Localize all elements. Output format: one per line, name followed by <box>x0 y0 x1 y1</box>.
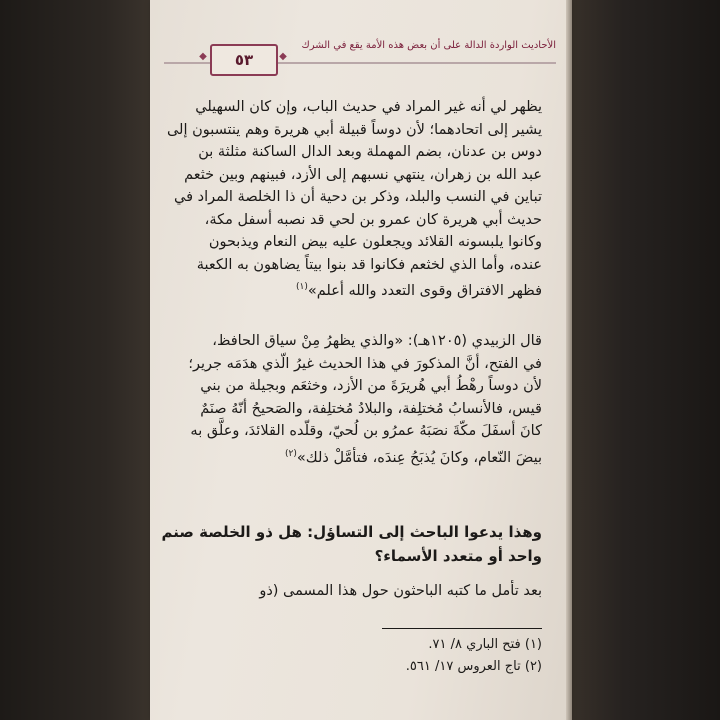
ornament-icon: ◆ <box>279 51 287 62</box>
text-line-content: فظهر الافتراق وقوى التعدد والله أعلم» <box>307 282 542 299</box>
text-line: حديث أبي هريرة كان عمرو بن لحي قد نصبه أسفل مكة، <box>204 211 542 228</box>
footnote-1 <box>300 634 542 656</box>
text-line: عنده، وأما الذي لخثعم فكانوا قد بنوا بيتاً يضاهون به الكعبة <box>196 256 542 273</box>
paragraph-1 <box>166 96 542 302</box>
footnote-2 <box>300 656 542 678</box>
book-page <box>150 0 568 720</box>
text-line <box>172 276 542 302</box>
header-title: الأحاديث الواردة الدالة على أن بعض هذه الأمة يقع في الشرك <box>301 40 556 51</box>
book-background-right <box>560 0 720 720</box>
text-line: بعد تأمل ما كتبه الباحثون حول هذا المسمى (ذو <box>259 583 542 599</box>
text-line: دوس بن عدنان، بضم المهملة وبعد الدال الساكنة مثلثة بن <box>198 144 542 160</box>
page-number: ٥٣ <box>210 44 278 76</box>
text-line: يظهر لي أنه غير المراد في حديث الباب، وإن كان السهيلي <box>195 99 542 115</box>
footnote-rule <box>382 628 542 629</box>
text-line: وكانوا يلبسونه القلائد ويجعلون عليه بيض النعام ويذبحون <box>208 234 542 250</box>
text-line: وهذا يدعوا الباحث إلى التساؤل: هل ذو الخلصة صنم <box>161 523 542 541</box>
text-line <box>172 443 542 469</box>
text-line: في الفتح، أنَّ المذكورَ في هذا الحديث غيرُ الّذي هدَمَه جرير؛ <box>188 355 542 372</box>
text-line: تباين في النسب والبلد، وذكر بن دحية أن ذا الخلصة المراد في <box>174 189 542 205</box>
text-line: يشير إلى اتحادهما؛ لأن دوساً قبيلة أبي هريرة وهم ينتسبون إلى <box>166 121 542 138</box>
text-line: واحد أو متعدد الأسماء؟ <box>374 547 542 565</box>
text-line: قيس، فالأنسابُ مُختلِفة، والبلادُ مُختلِفة، والصَحيحُ أنّهُ صنَمٌ <box>200 400 542 417</box>
text-line: عبد الله بن زهران، ينتهي نسبهم إلى الأزد، فبينهم وبين خثعم <box>184 166 542 183</box>
footnotes <box>300 634 542 678</box>
text-line-content: بيضَ النّعام، وكانَ يُذبَحُ عِندَه، فتأمَّلْ ذلك» <box>296 449 542 466</box>
paragraph-2 <box>172 330 542 469</box>
running-header <box>164 40 556 68</box>
paragraph-4 <box>172 580 542 602</box>
text-line: قال الزبيدي (١٢٠٥هـ): «والذي يظهرُ مِنْ سياق الحافظ، <box>212 333 542 349</box>
footnote-number: (٢) <box>524 659 542 674</box>
paragraph-3-bold <box>161 520 542 568</box>
book-background-left <box>0 0 150 720</box>
text-line: كانَ أسفَلَ مكّةَ نصَبَهُ عمرُو بن لُحيّ، وقلّده القلائدَ، وعلَّق به <box>190 423 542 439</box>
ornament-icon: ◆ <box>199 51 207 62</box>
text-line: لأن دوساً رهْطُ أبي هُريرَةَ من الأزد، وخثعَم وبجيلة من بني <box>200 378 542 394</box>
page-edge <box>566 0 572 720</box>
footnote-number: (١) <box>524 637 542 652</box>
footnote-ref-1: (١) <box>296 282 308 292</box>
footnote-ref-2: (٢) <box>285 448 297 459</box>
footnote-text: فتح الباري ٨/ ٧١. <box>428 637 521 652</box>
footnote-text: تاج العروس ١٧/ ٥٦١. <box>405 659 521 674</box>
